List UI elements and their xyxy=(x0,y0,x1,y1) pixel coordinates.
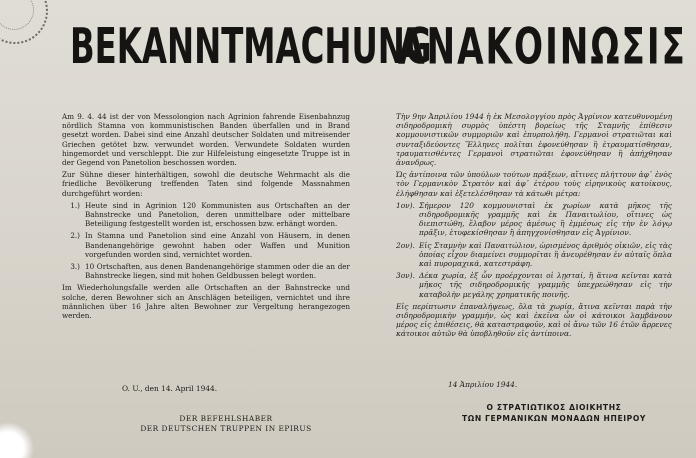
german-heading: BEKANNTMACHUNG xyxy=(70,20,432,76)
german-measure-text: In Stamna und Panetolion sind eine Anzahl von Häusern, in denen Bandenangehörige gewohnt haben oder Waffen und Munition vorgefunden worden sind, vernichtet worden. xyxy=(85,231,350,259)
german-column xyxy=(62,112,350,323)
greek-lead-paragraph: Ὡς ἀντίποινα τῶν ὑπούλων τούτων πράξεων, αἵτινες πλήττουν ἀφ᾽ ἑνὸς τὸν Γερμανικὸν Στρατὸν καὶ ἀφ᾽ ἑτέρου τοὺς εἰρηνικοὺς κατοίκους, ἐλήφθησαν καὶ ἐξετελέσθησαν τὰ κάτωθι μέτρα: xyxy=(396,170,672,198)
greek-measure-text: Εἰς Σταμνὴν καὶ Παναιτώλιον, ὡρισμένος ἀριθμὸς οἰκιῶν, εἰς τὰς ὁποίας εἶχον διαμείνει συμμορῖται ἢ ἀνευρέθησαν ἐν αὐταῖς ὅπλα καὶ πυρομαχικά, κατεστράφη. xyxy=(419,240,672,269)
german-lead-paragraph: Zur Sühne dieser hinterhältigen, sowohl die deutsche Wehrmacht als die friedliche Bevölkerung treffenden Taten sind folgende Massnahmen durchgeführt worden: xyxy=(62,170,350,198)
greek-signature xyxy=(424,402,684,424)
greek-heading: ΑΝΑΚΟΙΝΩΣΙΣ xyxy=(398,18,687,76)
greek-measure-item xyxy=(396,241,672,269)
german-measure-number: 3.) xyxy=(70,262,80,272)
greek-measure-text: Σήμερον 120 κομμουνισταὶ ἐκ χωρίων κατὰ μῆκος τῆς σιδηροδρομικῆς γραμμῆς καὶ ἐκ Παναιτωλίου, οἵτινες ὡς διεπιστώθη, ἔλαβον μέρος ἀμέσως ἢ ἐμμέσως εἰς τὴν ἐν λόγῳ πρᾶξιν, ἐτυφεκίσθησαν ἢ ἀπηγχονίσθησαν εἰς Ἀγρίνιον. xyxy=(419,200,672,238)
torn-corner xyxy=(0,418,44,458)
german-signature-line1: DER BEFEHLSHABER xyxy=(179,414,273,423)
greek-signature-line2: ΤΩΝ ΓΕΡΜΑΝΙΚΩΝ ΜΟΝΑΔΩΝ ΗΠΕΙΡΟΥ xyxy=(462,414,646,423)
german-signature-line2: DER DEUTSCHEN TRUPPEN IN EPIRUS xyxy=(140,424,312,433)
german-measure-text: 10 Ortschaften, aus denen Bandenangehörige stammen oder die an der Bahnstrecke liegen, sind mit hohen Geldbussen belegt worden. xyxy=(85,262,350,281)
german-date: O. U., den 14. April 1944. xyxy=(122,384,218,393)
greek-measure-number: 1ον). xyxy=(396,200,415,210)
german-intro-paragraph: Am 9. 4. 44 ist der von Messolongion nach Agrinion fahrende Eisenbahnzug nördlich Stamna von kommunistischen Banden überfallen und in Brand gesetzt worden. Dabei sind eine Anzahl deutscher Soldaten und mitreisender Griechen getötet bzw. verwundet worden. Verwundete Soldaten wurden hingemordet und verschleppt. Die zur Hilfeleistung eingesetzte Truppe ist in der Gegend von Panetolion beschossen worden. xyxy=(62,112,350,168)
german-measure-number: 1.) xyxy=(70,200,80,210)
greek-measure-number: 2ον). xyxy=(396,240,415,250)
german-measure-number: 2.) xyxy=(70,231,80,241)
greek-measure-text: Δέκα χωρία, ἐξ ὧν προέρχονται οἱ λῃσταί, ἢ ἅτινα κεῖνται κατὰ μῆκος τῆς σιδηροδρομικῆς γραμμῆς ὑπεχρεώθησαν εἰς τὴν καταβολὴν μεγάλης χρηματικῆς ποινῆς. xyxy=(419,271,672,299)
german-measure-text: Heute sind in Agrinion 120 Kommunisten aus Ortschaften an der Bahnstrecke und Panetolion, deren unmittelbare oder mittelbare Beteiligung festgestellt worden ist, erschossen bzw. erhängt worden. xyxy=(85,200,350,229)
greek-date: 14 Ἀπριλίου 1944. xyxy=(448,380,518,389)
greek-warning-paragraph: Εἰς περίπτωσιν ἐπαναλήψεως, ὅλα τὰ χωρία, ἅτινα κεῖνται παρὰ τὴν σιδηροδρομικὴν γραμμήν, ὡς καὶ ἐκεῖνα ὧν οἱ κάτοικοι λαμβάνουν μέρος εἰς ἐπιθέσεις, θὰ καταστραφοῦν, καὶ οἱ ἄνω τῶν 16 ἐτῶν ἄρρενες κάτοικοι αὐτῶν θὰ ὑποβληθοῦν εἰς ἀντίποινα. xyxy=(396,301,672,339)
greek-measure-item xyxy=(396,201,672,238)
greek-measure-number: 3ον). xyxy=(396,271,415,281)
german-signature xyxy=(126,414,326,434)
german-measure-item xyxy=(62,231,350,259)
german-measure-item xyxy=(62,201,350,229)
greek-signature-line1: Ο ΣΤΡΑΤΙΩΤΙΚΟΣ ΔΙΟΙΚΗΤΗΣ xyxy=(486,403,622,412)
greek-column xyxy=(396,112,672,342)
greek-intro-paragraph: Τὴν 9ην Ἀπριλίου 1944 ἡ ἐκ Μεσολογγίου πρὸς Ἀγρίνιον κατευθυνομένη σιδηροδρομικὴ συρμὸς ὑπέστη βορείως τῆς Σταμνῆς ἐπίθεσιν κομμουνιστικῶν συμμοριῶν καὶ ἐπυρπολήθη. Γερμανοὶ στρατιῶται καὶ συνταξιδεύοντες Ἕλληνες πολῖται ἐφονεύθησαν ἢ ἐτραυματίσθησαν, τραυματισθέντες Γερμανοὶ στρατιῶται ἐφονεύθησαν ἢ ἀπήχθησαν ἀνανδρως. xyxy=(396,112,672,168)
german-warning-paragraph: Im Wiederholungsfalle werden alle Ortschaften an der Bahnstrecke und solche, deren Bewohner sich an Anschlägen beteiligen, vernichtet und ihre männlichen über 16 Jahre alten Bewohner zur Vergeltung herangezogen werden. xyxy=(62,283,350,321)
german-measure-item xyxy=(62,262,350,280)
greek-measure-item xyxy=(396,271,672,299)
